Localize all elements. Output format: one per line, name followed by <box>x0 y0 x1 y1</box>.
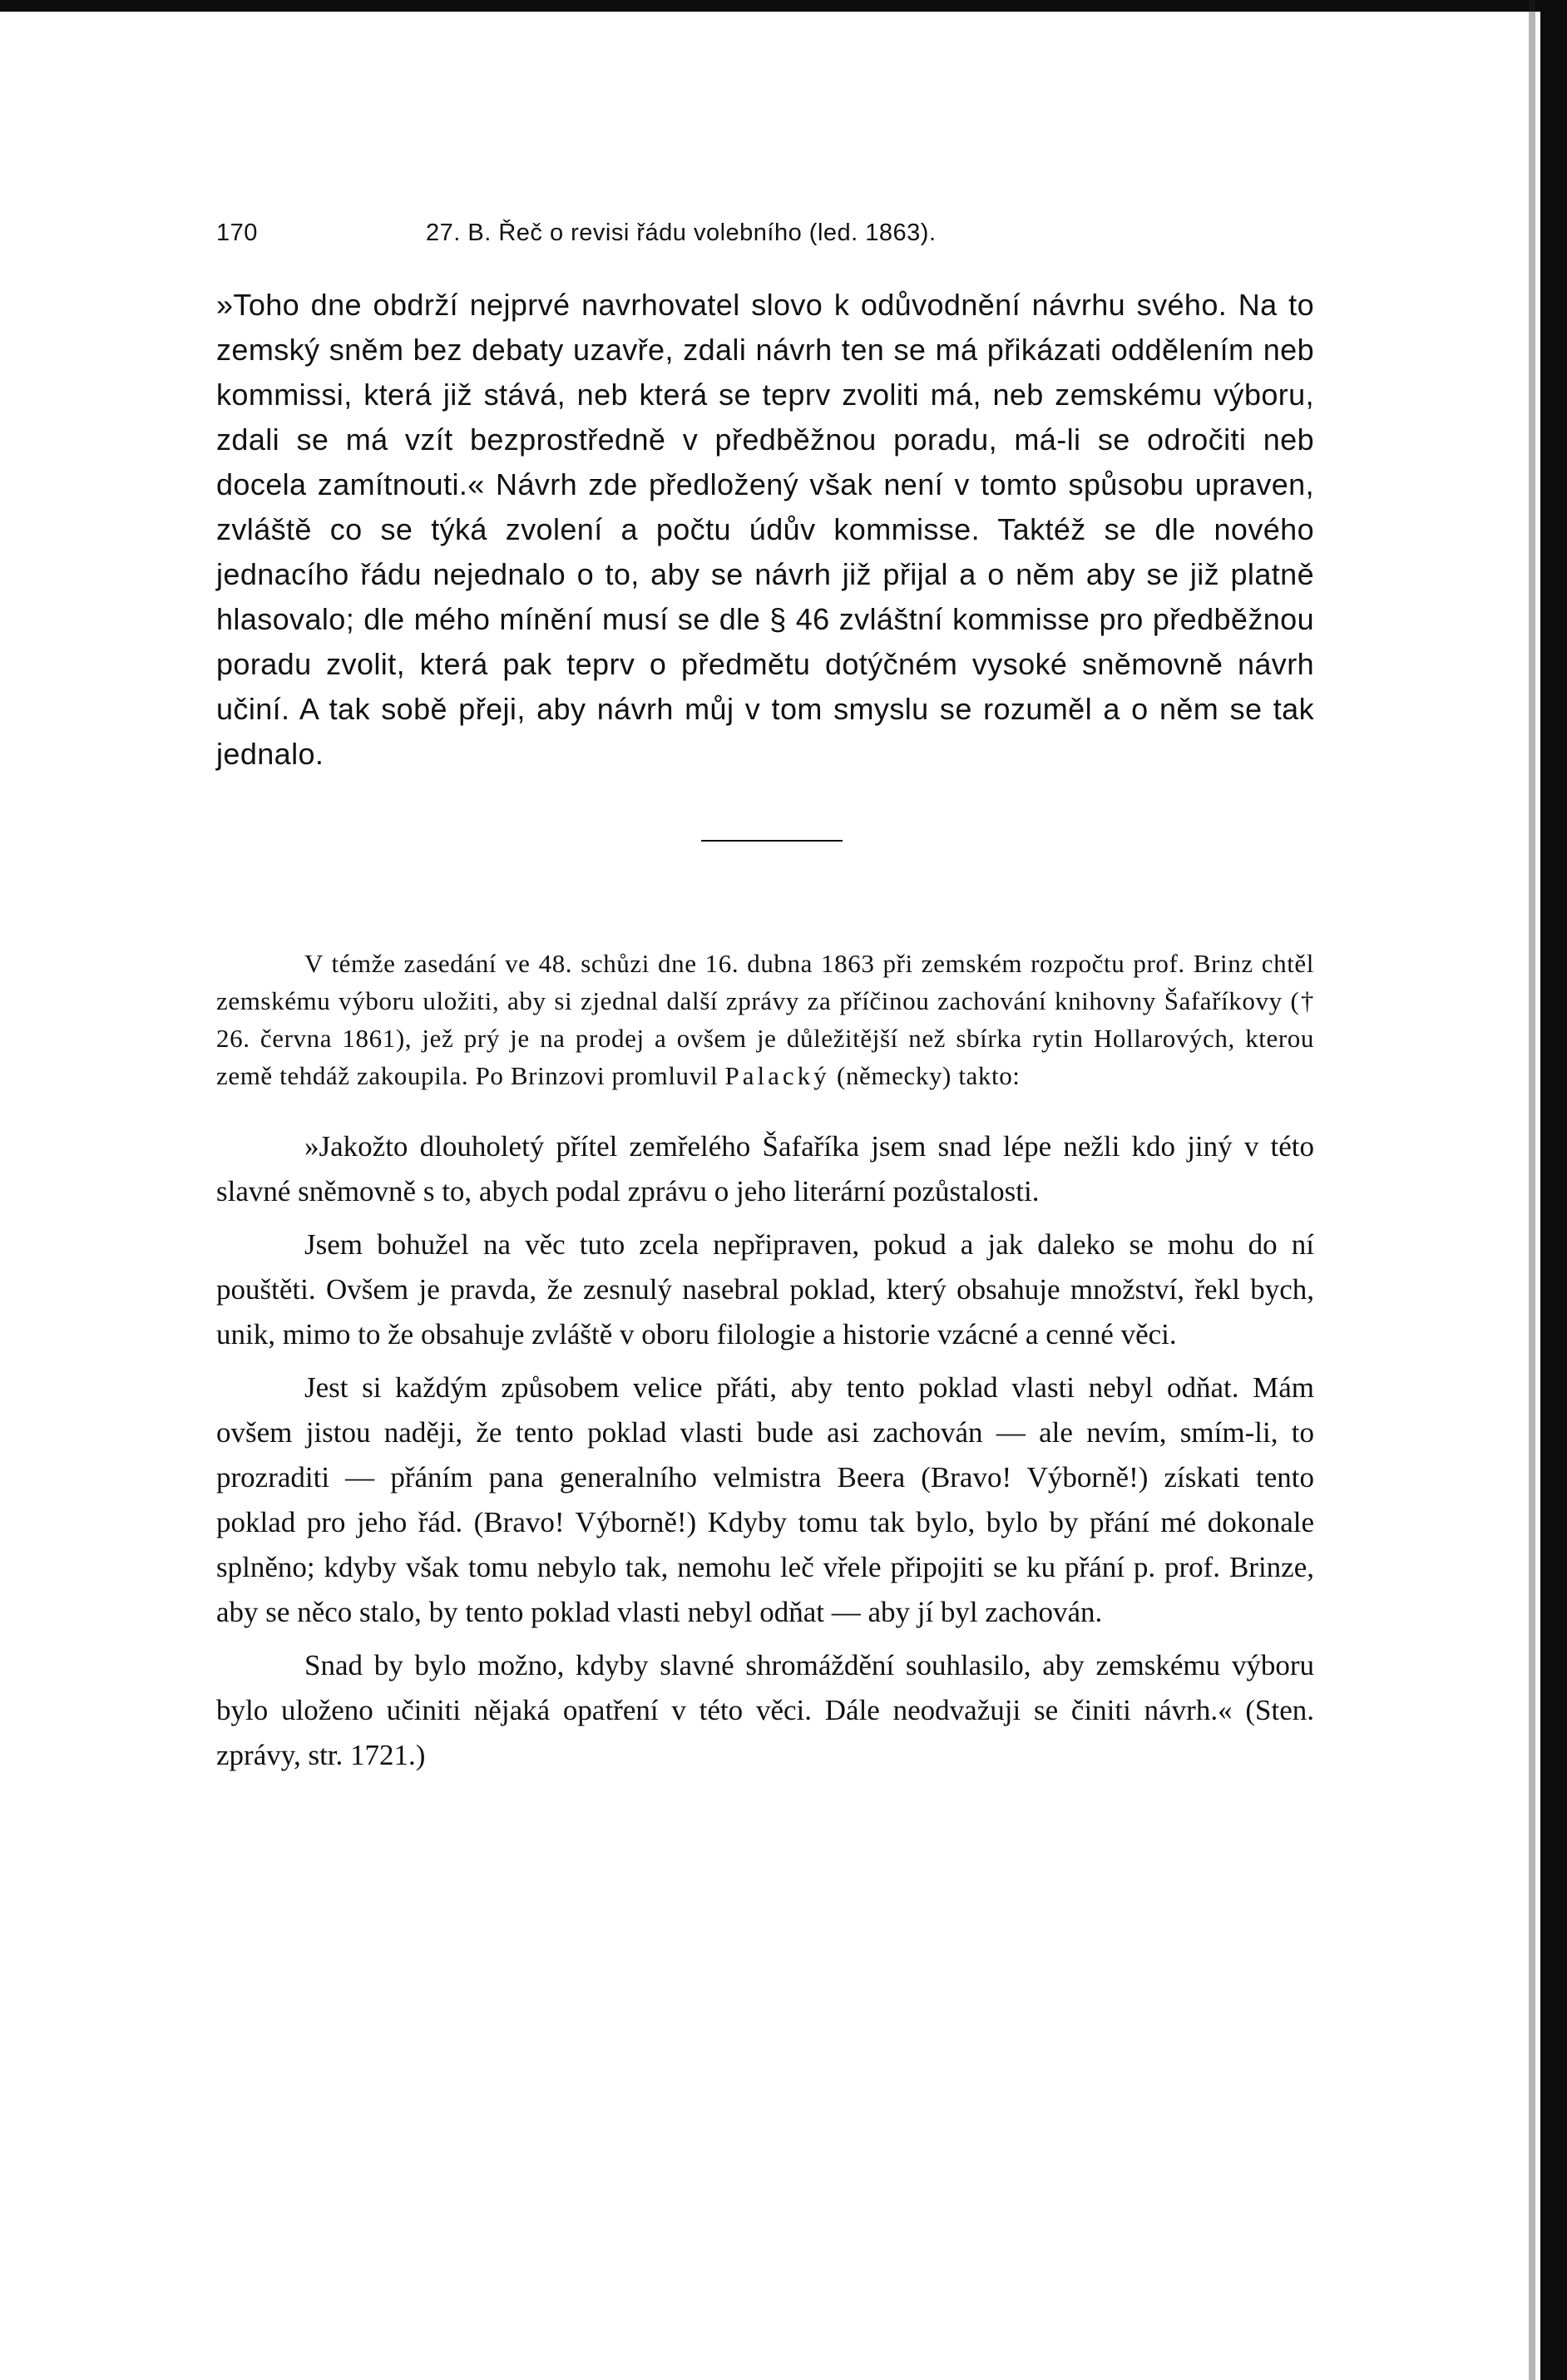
intro-paragraph <box>216 945 1314 1094</box>
running-title: 27. B. Řeč o revisi řádu volebního (led. 1863). <box>426 220 937 246</box>
speech-continuation <box>216 283 1314 777</box>
page-number: 170 <box>216 220 258 246</box>
running-head <box>216 208 1314 249</box>
scan-edge-top <box>0 0 1567 12</box>
book-page <box>216 208 1314 1786</box>
scan-edge-right <box>1540 0 1567 2380</box>
speech-paragraph-2: Jsem bohužel na věc tuto zcela nepřipraven, pokud a jak daleko se mohu do ní pouštěti. Ovšem je pravda, že zesnulý nasebral poklad, který obsahuje množství, řekl bych, unik, mimo to že obsahuje zvláště v oboru filologie a historie vzácné a cenné věci. <box>216 1228 1314 1350</box>
speech-paragraph-1: »Jakožto dlouholetý přítel zemřelého Šafaříka jsem snad lépe nežli kdo jiný v této slavné sněmovně s to, abych podal zprávu o jeho literární pozůstalosti. <box>216 1130 1314 1207</box>
editorial-intro <box>216 945 1314 1094</box>
speech-paragraph-4: Snad by bylo možno, kdyby slavné shromáždění souhlasilo, aby zemskému výboru bylo uloženo učiniti nějaká opatření v této věci. Dále neodvažuji se činiti návrh.« (Sten. zprávy, str. 1721.) <box>216 1649 1314 1771</box>
scan-edge-shadow <box>1529 0 1535 2380</box>
speech-paragraph: »Toho dne obdrží nejprvé navrhovatel slovo k odůvodnění návrhu svého. Na to zemský sněm bez debaty uzavře, zdali návrh ten se má přikázati oddělením neb kommissi, která již stává, neb která se teprv zvoliti má, neb zemskému výboru, zdali se má vzít bezprostředně v předběžnou poradu, má-li se odročiti neb docela zamítnouti.« Návrh zde předložený však není v tomto spůsobu upraven, zvláště co se týká zvolení a počtu údův kommisse. Taktéž se dle nového jednacího řádu nejednalo o to, aby se návrh již přijal a o něm aby se již platně hlasovalo; dle mého mínění musí se dle § 46 zvláštní kommisse pro předběžnou poradu zvolit, která pak teprv o předmětu dotýčném vysoké sněmovně návrh učiní. A tak sobě přeji, aby návrh můj v tom smyslu se rozuměl a o něm se tak jednalo. <box>216 288 1314 771</box>
section-divider <box>701 840 843 842</box>
speaker-name: Palacký <box>724 1061 830 1090</box>
intro-text-before: V témže zasedání ve 48. schůzi dne 16. dubna 1863 při zemském rozpočtu prof. Brinz chtěl zemskému výboru uložiti, aby si zjednal další zprávy za příčinou zachování knihovny Šafaříkovy († 26. června 1861), jež prý je na prodej a ovšem je důležitější než sbírka rytin Hollarových, kterou země tehdáž zakoupila. Po Brinzovi promluvil <box>216 949 1314 1090</box>
speech-paragraph-3: Jest si každým způsobem velice přáti, aby tento poklad vlasti nebyl odňat. Mám ovšem jistou naději, že tento poklad vlasti bude asi zachován — ale nevím, smím-li, to prozraditi — přáním pana generalního velmistra Beera (Bravo! Výborně!) získati tento poklad pro jeho řád. (Bravo! Výborně!) Kdyby tomu tak bylo, bylo by přání mé dokonale splněno; kdyby však tomu nebylo tak, nemohu leč vřele připojiti se ku přání p. prof. Brinze, aby se něco stalo, by tento poklad vlasti nebyl odňat — aby jí byl zachován. <box>216 1371 1314 1628</box>
intro-text-after: (německy) takto: <box>829 1061 1021 1090</box>
speech-body <box>216 1124 1314 1778</box>
